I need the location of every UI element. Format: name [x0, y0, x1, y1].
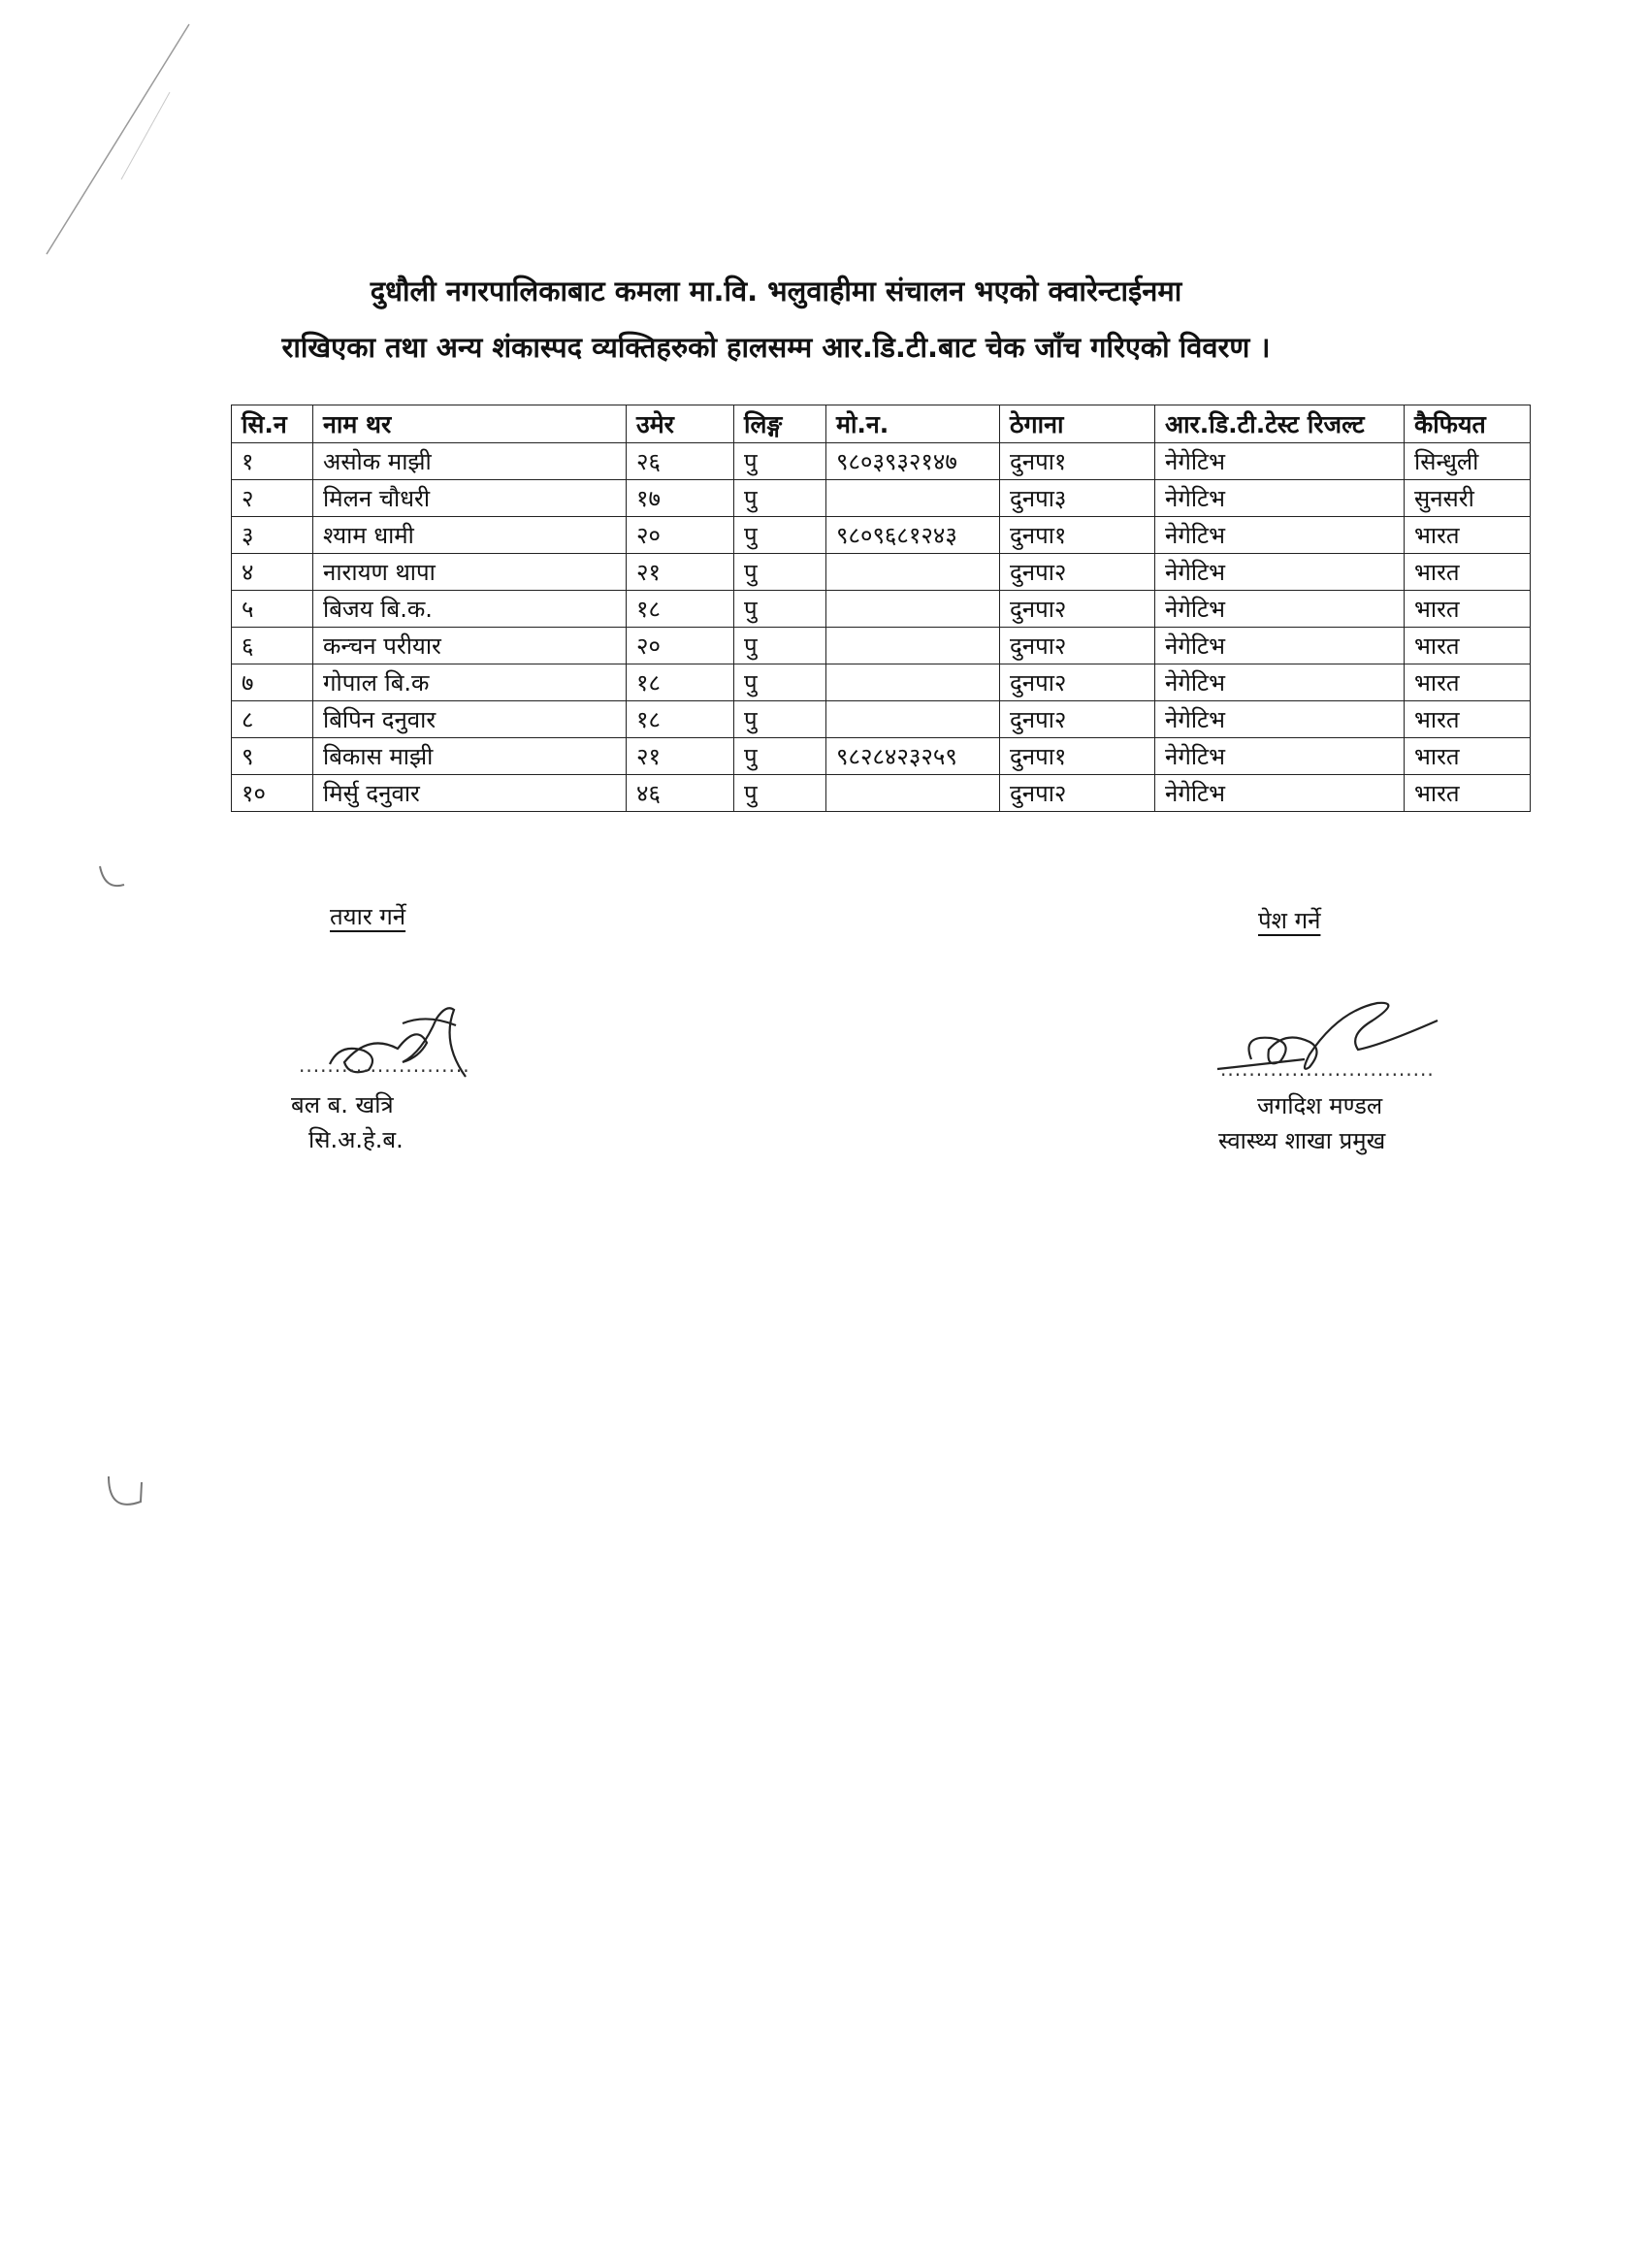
cell-name: बिकास माझी	[313, 738, 627, 775]
cell-rdt-result: नेगेटिभ	[1155, 480, 1405, 517]
header-remarks: कैफियत	[1405, 405, 1531, 443]
header-mobile: मो.न.	[826, 405, 1000, 443]
table-row	[232, 628, 1531, 664]
cell-rdt-result: नेगेटिभ	[1155, 517, 1405, 554]
cell-serial: ५	[232, 591, 313, 628]
cell-gender: पु	[734, 775, 826, 812]
table-row	[232, 775, 1531, 812]
header-name: नाम थर	[313, 405, 627, 443]
cell-name: गोपाल बि.क	[313, 664, 627, 701]
cell-rdt-result: नेगेटिभ	[1155, 701, 1405, 738]
cell-mobile	[826, 554, 1000, 591]
cell-rdt-result: नेगेटिभ	[1155, 664, 1405, 701]
header-gender: लिङ्ग	[734, 405, 826, 443]
cell-name: असोक माझी	[313, 443, 627, 480]
cell-gender: पु	[734, 628, 826, 664]
table-header-row	[232, 405, 1531, 443]
table-row	[232, 517, 1531, 554]
cell-serial: ६	[232, 628, 313, 664]
submitted-by-heading: पेश गर्ने	[1258, 907, 1321, 934]
submitted-by-dotted-line: ..............................	[1220, 1057, 1435, 1081]
cell-gender: पु	[734, 664, 826, 701]
prepared-by-dotted-line: ........................	[299, 1053, 470, 1077]
cell-serial: ४	[232, 554, 313, 591]
cell-rdt-result: नेगेटिभ	[1155, 628, 1405, 664]
cell-gender: पु	[734, 480, 826, 517]
cell-remarks: भारत	[1405, 775, 1531, 812]
punch-hole-mark	[109, 1476, 142, 1505]
cell-rdt-result: नेगेटिभ	[1155, 591, 1405, 628]
cell-mobile	[826, 628, 1000, 664]
cell-age: २१	[627, 554, 734, 591]
table-row	[232, 443, 1531, 480]
document-title-line-1: दुधौली नगरपालिकाबाट कमला मा.वि. भलुवाहीमा संचालन भएको क्वारेन्टाईनमा	[370, 275, 1182, 308]
header-address: ठेगाना	[1000, 405, 1155, 443]
table-row	[232, 701, 1531, 738]
cell-rdt-result: नेगेटिभ	[1155, 738, 1405, 775]
header-serial: सि.न	[232, 405, 313, 443]
cell-age: ४६	[627, 775, 734, 812]
cell-gender: पु	[734, 591, 826, 628]
submitted-by-block	[1258, 904, 1320, 936]
cell-age: १८	[627, 701, 734, 738]
cell-address: दुनपा१	[1000, 517, 1155, 554]
cell-name: मिलन चौधरी	[313, 480, 627, 517]
cell-rdt-result: नेगेटिभ	[1155, 775, 1405, 812]
cell-age: १८	[627, 664, 734, 701]
cell-gender: पु	[734, 554, 826, 591]
prepared-by-name: बल ब. खत्रि	[291, 1091, 394, 1118]
table-row	[232, 738, 1531, 775]
cell-age: १८	[627, 591, 734, 628]
cell-age: २०	[627, 517, 734, 554]
table-row	[232, 591, 1531, 628]
cell-name: मिर्सु दनुवार	[313, 775, 627, 812]
cell-mobile	[826, 591, 1000, 628]
cell-remarks: सुनसरी	[1405, 480, 1531, 517]
cell-rdt-result: नेगेटिभ	[1155, 443, 1405, 480]
header-age: उमेर	[627, 405, 734, 443]
cell-age: २१	[627, 738, 734, 775]
scan-streak-line	[121, 92, 170, 179]
cell-address: दुनपा२	[1000, 701, 1155, 738]
cell-gender: पु	[734, 738, 826, 775]
submitted-by-name: जगदिश मण्डल	[1257, 1092, 1383, 1119]
submitted-by-designation: स्वास्थ्य शाखा प्रमुख	[1218, 1127, 1386, 1154]
cell-name: बिपिन दनुवार	[313, 701, 627, 738]
cell-mobile	[826, 480, 1000, 517]
cell-name: नारायण थापा	[313, 554, 627, 591]
table-row	[232, 554, 1531, 591]
cell-gender: पु	[734, 443, 826, 480]
cell-serial: ९	[232, 738, 313, 775]
cell-address: दुनपा३	[1000, 480, 1155, 517]
cell-serial: ३	[232, 517, 313, 554]
cell-remarks: भारत	[1405, 664, 1531, 701]
cell-address: दुनपा२	[1000, 628, 1155, 664]
punch-hole-mark	[100, 866, 124, 886]
table-row	[232, 664, 1531, 701]
cell-age: २०	[627, 628, 734, 664]
cell-serial: ८	[232, 701, 313, 738]
cell-mobile: ९८२८४२३२५९	[826, 738, 1000, 775]
prepared-by-heading: तयार गर्ने	[330, 903, 406, 930]
cell-remarks: भारत	[1405, 628, 1531, 664]
cell-name: श्याम धामी	[313, 517, 627, 554]
cell-remarks: भारत	[1405, 517, 1531, 554]
cell-address: दुनपा२	[1000, 664, 1155, 701]
scan-streak-line	[47, 24, 189, 254]
cell-mobile	[826, 664, 1000, 701]
records-table	[231, 405, 1531, 812]
cell-remarks: भारत	[1405, 738, 1531, 775]
cell-address: दुनपा१	[1000, 738, 1155, 775]
cell-remarks: भारत	[1405, 554, 1531, 591]
table-body	[232, 443, 1531, 812]
cell-address: दुनपा२	[1000, 554, 1155, 591]
cell-address: दुनपा२	[1000, 591, 1155, 628]
cell-remarks: सिन्धुली	[1405, 443, 1531, 480]
cell-serial: १	[232, 443, 313, 480]
header-rdt-result: आर.डि.टी.टेस्ट रिजल्ट	[1155, 405, 1405, 443]
cell-serial: १०	[232, 775, 313, 812]
cell-gender: पु	[734, 701, 826, 738]
cell-age: २६	[627, 443, 734, 480]
cell-remarks: भारत	[1405, 701, 1531, 738]
prepared-by-designation: सि.अ.हे.ब.	[308, 1126, 404, 1153]
prepared-by-block	[330, 900, 405, 932]
cell-mobile: ९८०३९३२१४७	[826, 443, 1000, 480]
table-row	[232, 480, 1531, 517]
cell-gender: पु	[734, 517, 826, 554]
cell-serial: २	[232, 480, 313, 517]
cell-age: १७	[627, 480, 734, 517]
cell-remarks: भारत	[1405, 591, 1531, 628]
cell-mobile	[826, 701, 1000, 738]
cell-serial: ७	[232, 664, 313, 701]
cell-name: कन्चन परीयार	[313, 628, 627, 664]
cell-address: दुनपा१	[1000, 443, 1155, 480]
cell-name: बिजय बि.क.	[313, 591, 627, 628]
document-title-line-2: राखिएका तथा अन्य शंकास्पद व्यक्तिहरुको हालसम्म आर.डि.टी.बाट चेक जाँच गरिएको विवरण ।	[281, 331, 1271, 364]
cell-rdt-result: नेगेटिभ	[1155, 554, 1405, 591]
cell-address: दुनपा२	[1000, 775, 1155, 812]
cell-mobile	[826, 775, 1000, 812]
cell-mobile: ९८०९६८१२४३	[826, 517, 1000, 554]
